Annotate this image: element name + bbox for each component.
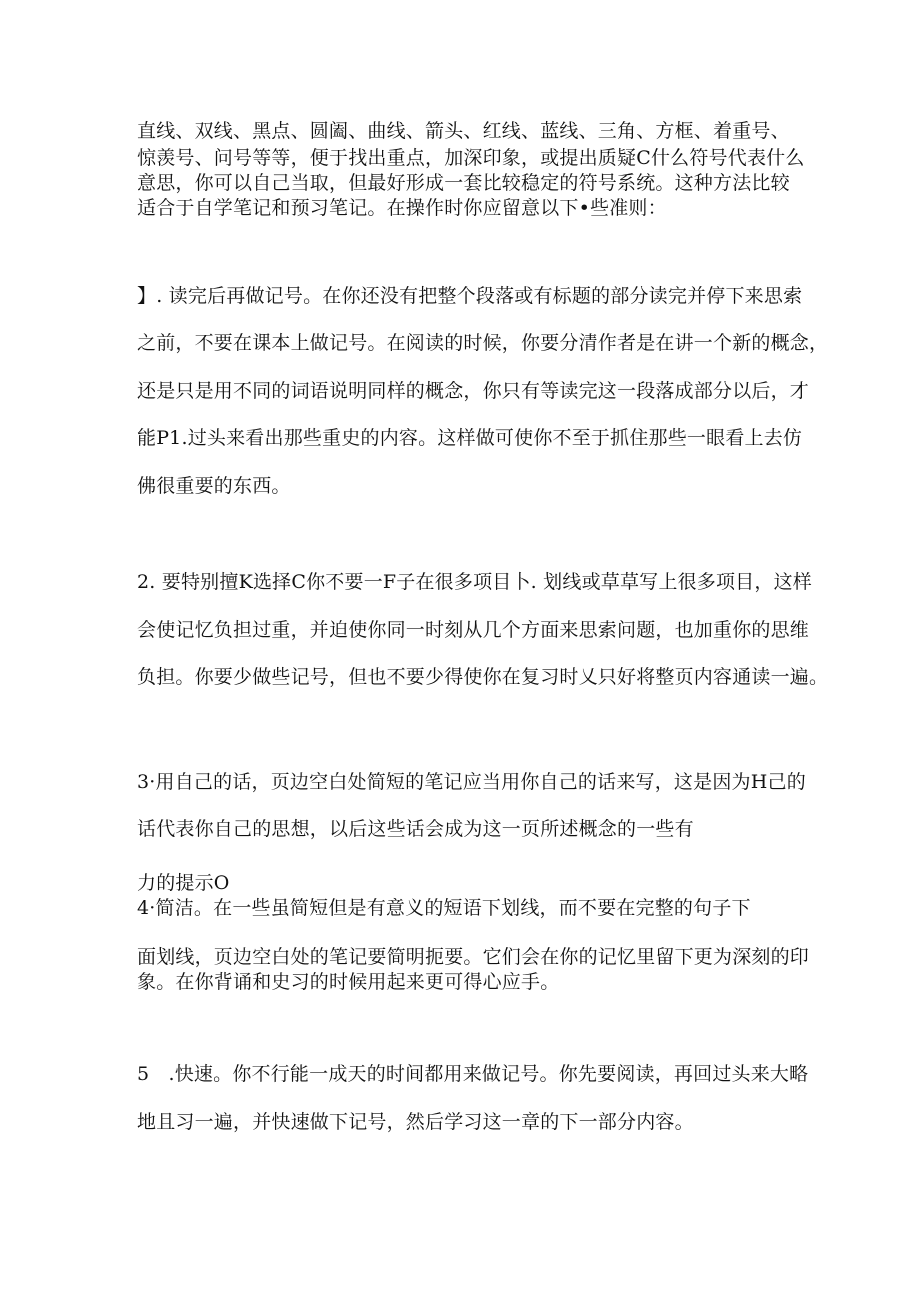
- paragraph-line: 直线、双线、黑点、圆阖、曲线、箭头、红线、蓝线、三角、方框、着重号、: [137, 120, 790, 142]
- paragraph-line: 还是只是用不同的词语说明同样的概念，你只有等读完这一段落成部分以后，才: [137, 380, 810, 402]
- paragraph-line: 4·简洁。在一些虽简短但是有意义的短语下划线，而不要在完整的句子下: [137, 897, 751, 919]
- paragraph-line: 力的提示O: [137, 872, 230, 894]
- paragraph-line: 话代表你自己的思想，以后这些话会成为这一页所述概念的一些有: [137, 818, 694, 840]
- paragraph-line: 负担。你要少做些记号，但也不要少得使你在复习时乂只好将整页内容通读一遍。: [137, 666, 829, 688]
- paragraph-line: 会使记忆负担过重，并迫使你同一时刻从几个方面来思索问题，也加重你的思维: [137, 619, 810, 641]
- paragraph-line: 地且习一遍，并快速做下记号，然后学习这一章的下一部分内容。: [137, 1111, 694, 1133]
- paragraph-line: 惊羡号、问号等等，便于找出重点，加深印象，或提出质疑C什么符号代表什么: [137, 147, 805, 169]
- paragraph-line: 佛很重要的东西。: [137, 475, 291, 497]
- paragraph-line: 2. 要特别擅K选择C你不要一F子在很多项目卜. 划线或草草写上很多项目，这样: [137, 571, 812, 593]
- paragraph-line: 适合于自学笔记和预习笔记。在操作时你应留意以下•些准则：: [137, 197, 667, 219]
- paragraph-line: 之前，不要在课本上做记号。在阅读的时候，你要分清作者是在讲一个新的概念，: [137, 332, 829, 354]
- paragraph-line: 象。在你背诵和史习的时候用起来更可得心应手。: [137, 971, 560, 993]
- paragraph-line: 5 .快速。你不行能一成天的时间都用来做记号。你先要阅读，再回过头来大略: [137, 1063, 809, 1085]
- paragraph-line: 能P1.过头来看出那些重史的内容。这样做可使你不至于抓住那些一眼看上去仿: [137, 427, 803, 449]
- paragraph-line: 】. 读完后再做记号。在你还没有把整个段落或有标题的部分读完并停下来思索: [137, 285, 803, 307]
- paragraph-line: 3·用自己的话，页边空白处简短的笔记应当用你自己的话来写，这是因为H己的: [137, 771, 806, 793]
- paragraph-line: 意思，你可以自己当取，但最好形成一套比较稳定的符号系统。这种方法比较: [137, 172, 790, 194]
- paragraph-line: 面划线，页边空白处的笔记要简明扼要。它们会在你的记忆里留下更为深刻的印: [137, 946, 810, 968]
